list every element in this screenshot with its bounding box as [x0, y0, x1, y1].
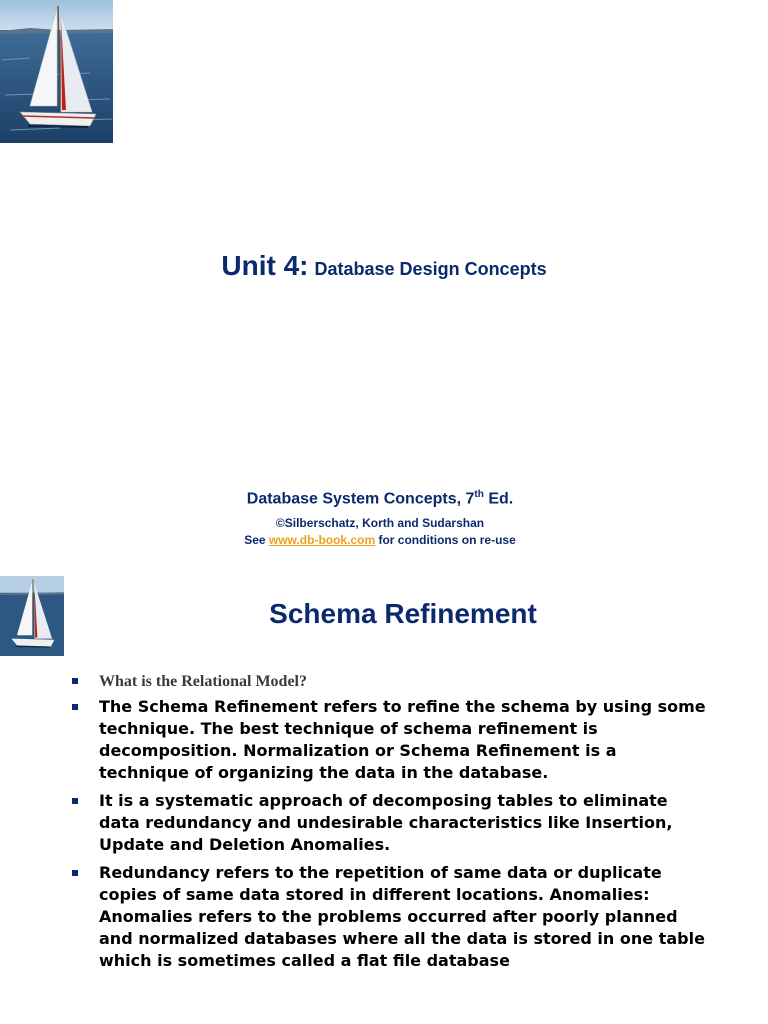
book-title-end: Ed.: [483, 490, 514, 508]
bullet-item: [70, 862, 710, 972]
db-book-link[interactable]: www.db-book.com: [268, 533, 376, 548]
unit-subtitle: Database Design Concepts: [314, 259, 547, 279]
square-bullet-icon: [72, 870, 78, 876]
reuse-suffix: for conditions on re-use: [375, 533, 516, 548]
reuse-notice: [0, 532, 760, 548]
unit-heading: [0, 250, 768, 282]
square-bullet-icon: [72, 678, 78, 684]
bullet-item: [70, 672, 710, 692]
bullet-item: [70, 696, 710, 784]
bullet-text: It is a systematic approach of decomposing tables to eliminate data redundancy and undesirable characteristics like Insertion, Update and Deletion Anomalies.: [99, 791, 673, 854]
content-slide: [0, 576, 768, 1024]
book-title: [0, 484, 760, 510]
slide-title: Schema Refinement: [269, 598, 537, 629]
book-credits: [0, 484, 760, 548]
bullet-text: Redundancy refers to the repetition of same data or duplicate copies of same data stored in different locations. Anomalies: Anomalies refers to the problems occurred after poorly planned and normalized databases where all the data is stored in one table which is sometimes called a flat file database: [99, 863, 705, 970]
bullet-text: What is the Relational Model?: [99, 673, 307, 690]
bullet-list: [70, 672, 710, 978]
square-bullet-icon: [72, 798, 78, 804]
book-title-sup: th: [474, 489, 484, 500]
reuse-prefix: See: [244, 533, 269, 548]
book-authors: ©Silberschatz, Korth and Sudarshan: [275, 516, 485, 531]
unit-label: Unit 4:: [221, 250, 309, 281]
sailboat-logo: [0, 0, 113, 143]
book-title-text: Database System Concepts, 7: [246, 490, 475, 508]
bullet-text: The Schema Refinement refers to refine the schema by using some technique. The best technique of schema refinement is decomposition. Normalization or Schema Refinement is a technique of organizing the data in the database.: [99, 697, 706, 782]
bullet-item: [70, 790, 710, 856]
square-bullet-icon: [72, 704, 78, 710]
